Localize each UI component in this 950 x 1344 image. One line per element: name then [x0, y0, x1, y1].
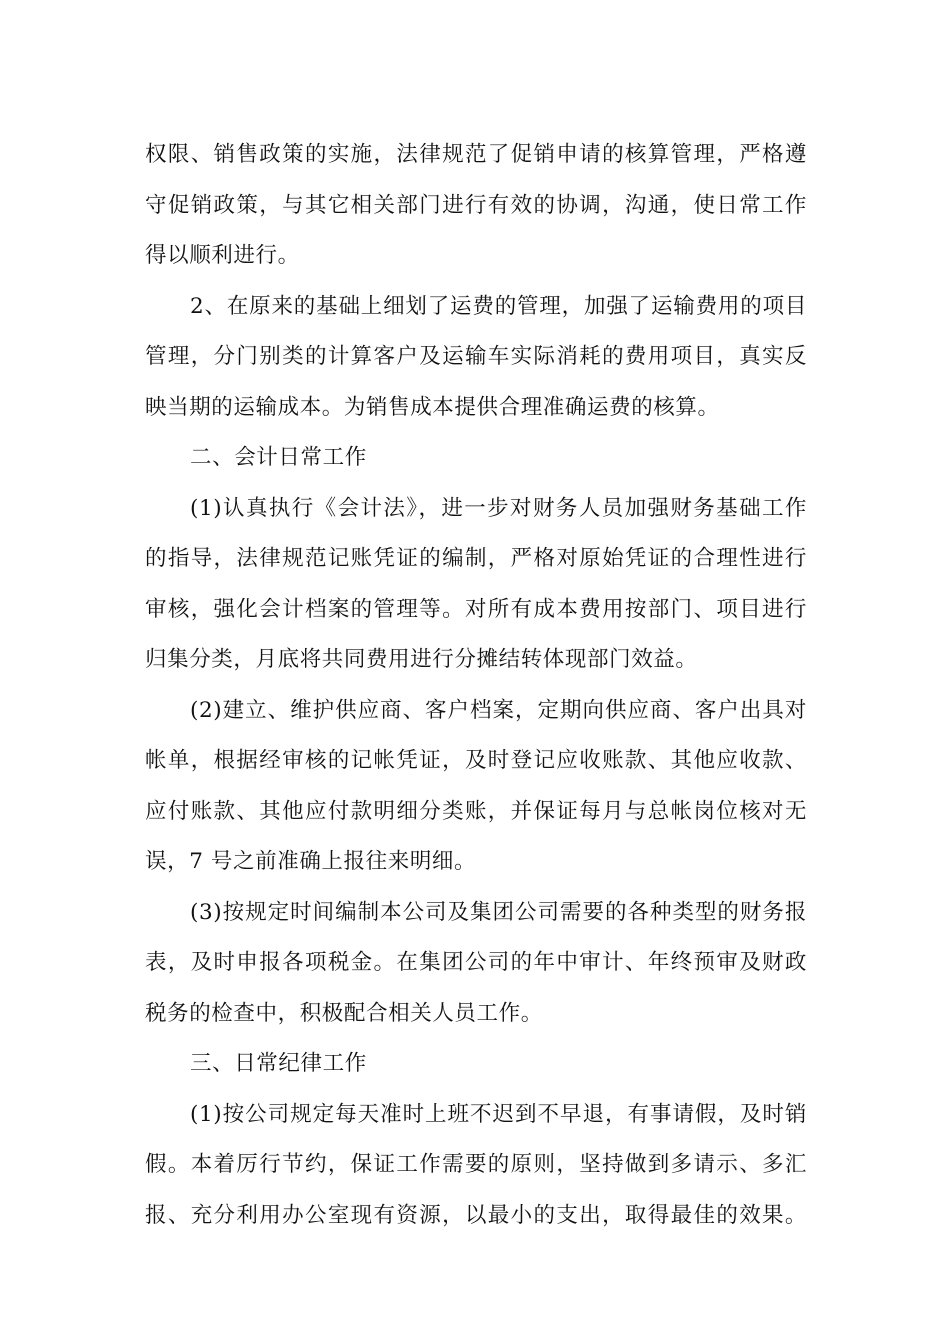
text-line: 归集分类，月底将共同费用进行分摊结转体现部门效益。: [145, 647, 698, 672]
text-line: 映当期的运输成本。为销售成本提供合理准确运费的核算。: [145, 394, 720, 420]
text-line: (3)按规定时间编制本公司及集团公司需要的各种类型的财务报: [190, 899, 807, 925]
text-line: 假。本着厉行节约，保证工作需要的原则，坚持做到多请示、多汇: [145, 1152, 807, 1177]
text-line: 税务的检查中，积极配合相关人员工作。: [145, 1000, 543, 1026]
document-body: [145, 130, 807, 1241]
text-line: (2)建立、维护供应商、客户档案，定期向供应商、客户出具对: [190, 697, 807, 723]
section-heading: 三、日常纪律工作: [190, 1051, 367, 1076]
text-line: 的指导，法律规范记账凭证的编制，严格对原始凭证的合理性进行: [145, 546, 807, 571]
text-line: 应付账款、其他应付款明细分类账，并保证每月与总帐岗位核对无: [145, 798, 807, 824]
text-line: 管理，分门别类的计算客户及运输车实际消耗的费用项目，真实反: [145, 344, 807, 369]
text-line: 守促销政策，与其它相关部门进行有效的协调，沟通，使日常工作: [145, 192, 807, 218]
text-line: 报、充分利用办公室现有资源，以最小的支出，取得最佳的效果。: [145, 1202, 807, 1228]
text-line: (1)认真执行《会计法》，进一步对财务人员加强财务基础工作: [190, 495, 807, 521]
text-line: 误，7 号之前准确上报往来明细。: [145, 849, 477, 874]
text-line: 表，及时申报各项税金。在集团公司的年中审计、年终预审及财政: [145, 950, 807, 975]
text-line: 帐单，根据经审核的记帐凭证，及时登记应收账款、其他应收款、: [145, 748, 807, 773]
section-heading: 二、会计日常工作: [190, 445, 367, 470]
text-line: (1)按公司规定每天准时上班不迟到不早退，有事请假，及时销: [190, 1101, 807, 1127]
text-line: 得以顺利进行。: [145, 243, 300, 268]
text-line: 2、在原来的基础上细划了运费的管理，加强了运输费用的项目: [190, 293, 807, 319]
text-line: 审核，强化会计档案的管理等。对所有成本费用按部门、项目进行: [145, 596, 807, 622]
text-line: 权限、销售政策的实施，法律规范了促销申请的核算管理，严格遵: [145, 142, 807, 167]
